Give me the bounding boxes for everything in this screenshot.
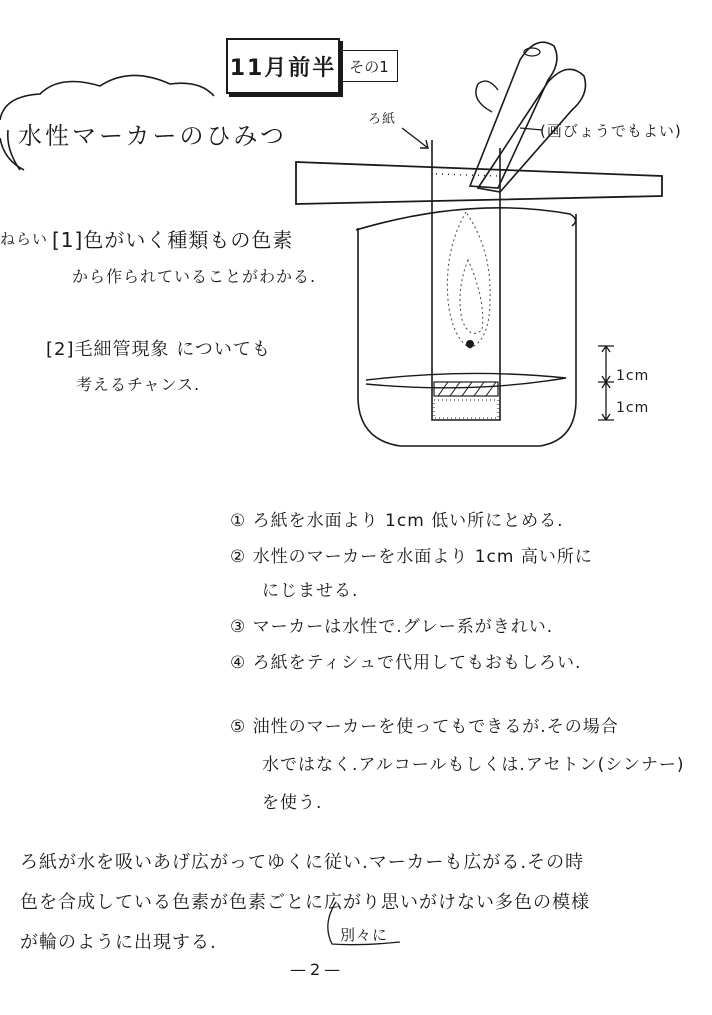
wooden-stick — [296, 162, 662, 204]
dimension-lower: 1cm — [616, 400, 650, 416]
explanation-line-3: が輪のように出現する. — [20, 932, 217, 953]
aim-1-line-2: から作られていることがわかる. — [72, 267, 317, 286]
dimension-upper: 1cm — [616, 368, 650, 384]
beaker-rim — [356, 208, 576, 230]
explanation-line-2: 色を合成している色素が色素ごとに広がり思いがけない多色の模様 — [20, 892, 590, 913]
date-title-box — [226, 38, 340, 94]
clothespin-left — [470, 42, 557, 188]
step-2-line-1: ② 水性のマーカーを水面より 1cm 高い所に — [230, 547, 593, 567]
part-label: その1 — [349, 57, 389, 76]
page-number: —2— — [290, 960, 345, 979]
filter-paper-label: ろ紙 — [368, 112, 397, 127]
ink-bloom — [447, 212, 490, 348]
date-title: 11月前半 — [229, 55, 337, 81]
clip-note: (画びょうでもよい) — [540, 122, 682, 140]
aim-2-line-2: 考えるチャンス. — [76, 375, 201, 394]
step-5-line-3: を使う. — [262, 793, 323, 813]
step-1: ① ろ紙を水面より 1cm 低い所にとめる. — [230, 511, 564, 531]
step-5-line-2: 水ではなく.アルコールもしくは.アセトン(シンナー) — [262, 755, 685, 775]
aim-2-line-1: [2]毛細管現象 についても — [46, 339, 271, 360]
step-2-line-2: にじませる. — [262, 581, 359, 601]
paper-dots — [436, 174, 498, 176]
dim-line — [598, 346, 614, 420]
step-5-line-1: ⑤ 油性のマーカーを使ってもできるが.その場合 — [230, 717, 619, 737]
step-4: ④ ろ紙をティシュで代用してもおもしろい. — [230, 653, 582, 673]
hatch-lines — [438, 382, 496, 396]
insertion-note: 別々に — [340, 926, 389, 944]
lower-paper-dots — [434, 400, 498, 418]
aims-label: ねらい — [0, 230, 49, 248]
aim-1-line-1: [1]色がいく種類もの色素 — [52, 228, 294, 252]
ink-spot — [466, 340, 474, 348]
beaker-body — [358, 214, 576, 446]
clothespin-spring — [476, 81, 498, 112]
step-3: ③ マーカーは水性で.グレー系がきれい. — [230, 617, 554, 637]
main-title: 水性マーカーのひみつ — [18, 122, 288, 150]
paper-arrow — [402, 128, 428, 148]
water-surface — [366, 373, 566, 387]
ink-bloom-inner — [460, 260, 483, 333]
part-label-box — [340, 50, 398, 82]
explanation-line-1: ろ紙が水を吸いあげ広がってゆくに従い.マーカーも広がる.その時 — [20, 852, 585, 873]
clip-arrow — [520, 128, 542, 130]
